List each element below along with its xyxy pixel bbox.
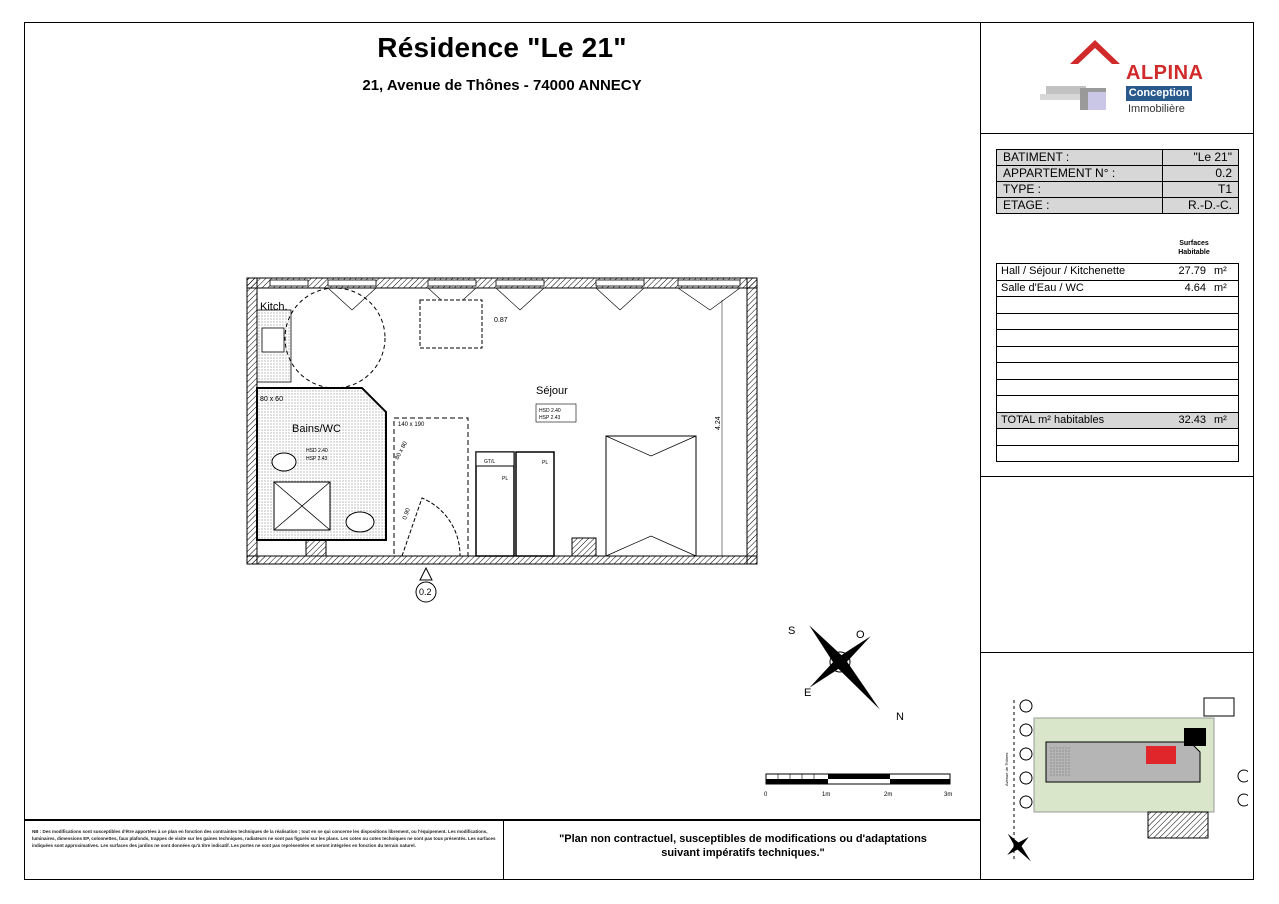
svg-text:0: 0 <box>764 792 768 798</box>
washbasin-icon <box>346 512 374 532</box>
duct <box>572 538 596 556</box>
page-address: 21, Avenue de Thônes - 74000 ANNECY <box>362 77 642 94</box>
surface-row-empty <box>997 429 1239 446</box>
wardrobe <box>476 452 514 556</box>
info-panel-divider <box>980 476 1254 477</box>
compass-rose-icon <box>780 612 920 732</box>
surface-row-empty <box>997 445 1239 462</box>
svg-text:80 x 80: 80 x 80 <box>394 440 410 461</box>
svg-text:Avenue de Thônes: Avenue de Thônes <box>1004 752 1009 786</box>
svg-text:80 x 60: 80 x 60 <box>260 396 283 403</box>
surface-row-empty <box>997 330 1239 347</box>
bath-hsp: HSP 2.43 <box>306 456 328 462</box>
svg-text:0.90: 0.90 <box>402 507 412 521</box>
alpina-logo-icon <box>1040 36 1130 116</box>
svg-text:N: N <box>896 711 904 723</box>
duct <box>306 540 326 556</box>
svg-text:E: E <box>804 687 812 699</box>
surface-row-empty <box>997 313 1239 330</box>
svg-text:1m: 1m <box>822 792 831 798</box>
svg-text:0.2: 0.2 <box>419 587 432 597</box>
turning-circle <box>285 288 385 388</box>
disclaimer: "Plan non contractuel, susceptibles de modifications ou d'adaptations suivant impératifs techniques." <box>559 833 927 859</box>
svg-text:O: O <box>856 629 865 641</box>
wall-bottom <box>247 556 757 564</box>
window-swings <box>328 288 740 310</box>
svg-text:S: S <box>788 625 796 637</box>
logo-immobiliere: Immobilière <box>1128 103 1185 115</box>
surface-row-empty <box>997 396 1239 413</box>
bath-hsd: HSD 2.40 <box>306 448 328 454</box>
svg-text:140 x 190: 140 x 190 <box>398 422 425 428</box>
surface-row-empty <box>997 379 1239 396</box>
surface-total-row: TOTAL m² habitables 32.43 m² <box>997 412 1239 429</box>
dining-table <box>420 300 482 348</box>
sejour-label: Séjour <box>536 385 568 397</box>
info-row-batiment: BATIMENT : "Le 21" <box>997 150 1239 166</box>
surface-row-empty <box>997 363 1239 380</box>
wardrobe <box>516 452 554 556</box>
surface-row: Salle d'Eau / WC 4.64 m² <box>997 280 1239 297</box>
highlight-building <box>1146 746 1176 764</box>
site-map <box>990 690 1248 874</box>
sejour-hsp: HSP 2.43 <box>539 415 561 421</box>
svg-text:GT/L: GT/L <box>484 459 496 465</box>
svg-text:3m: 3m <box>944 792 953 798</box>
scale-bar <box>762 772 962 802</box>
info-row-appartement: APPARTEMENT N° : 0.2 <box>997 166 1239 182</box>
surfaces-header: Surfaces Habitable <box>1178 240 1210 256</box>
logo-conception: Conception <box>1126 86 1192 101</box>
footnote: NB : Des modifications sont susceptibles d'être apportées à ce plan en fonction des contraintes techniques de la réalisation ; tout en se qui concerne les dispositions librement, ou l'équipement. Les modifications, luminaires, dimensions EP, colonnettes, faux plafonds, trappes de visite sur les gaines techniques, radiateurs ne sont pas figurés sur les plans. Les cotes ou cotes techniques ne sont pas tous présentés. Les surfaces indiquées sont approximatives. Les surfaces des jardins ne sont données qu'à titre indicatif. Les portes ne sont pas représentées et seront intégrées en fonction du terrain naturel. <box>32 829 496 848</box>
svg-text:0.87: 0.87 <box>494 317 508 324</box>
logo-brand: ALPINA <box>1126 62 1204 84</box>
info-row-type: TYPE : T1 <box>997 182 1239 198</box>
entry-arrow-icon <box>420 568 432 580</box>
info-row-etage: ETAGE : R.-D.-C. <box>997 198 1239 214</box>
footer-divider <box>503 820 504 880</box>
surfaces-table <box>996 263 1239 462</box>
kitchen-label: Kitch. <box>260 301 288 313</box>
svg-text:PL: PL <box>502 476 509 482</box>
svg-text:PL: PL <box>542 460 549 466</box>
sofa-bed <box>606 436 696 556</box>
bathroom-label: Bains/WC <box>292 423 341 435</box>
svg-text:2m: 2m <box>884 792 893 798</box>
sink-icon <box>262 328 284 352</box>
depth-dimension: 4.24 <box>715 416 722 430</box>
apartment-info-table <box>996 149 1239 214</box>
surface-row: Hall / Séjour / Kitchenette 27.79 m² <box>997 264 1239 281</box>
page-title: Résidence "Le 21" <box>377 32 627 63</box>
surface-row-empty <box>997 297 1239 314</box>
sejour-hsd: HSD 2.40 <box>539 408 561 414</box>
wall-left <box>247 278 257 564</box>
wall-right <box>747 278 757 564</box>
entry-door <box>402 498 460 556</box>
surface-row-empty <box>997 346 1239 363</box>
bed-dashed <box>394 418 468 556</box>
toilet-icon <box>272 453 296 471</box>
floor-plan <box>240 270 765 610</box>
